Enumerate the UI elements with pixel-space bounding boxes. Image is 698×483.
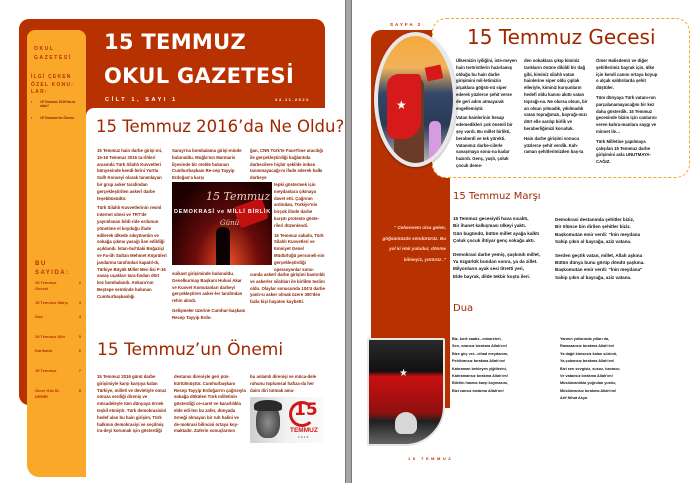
prayer-photo (367, 338, 445, 446)
poem-left-column: 15 Temmuz gecesiydi hava sıcaktı, Bir ihanet kalkışması ülkeyi yaktı. Gün bugündü, bütün millet ayağa kalktı Çoluk çocuk ihtiyar genç sokağa aktı. Demokrasi darbe yemiş, şaşkındı millet, Ya özgürlük bundan sonra, ya da zillet. Milyonların ayak sesi titretti yeri, Elde bayrak, dilde tekbir koştu ileri. (453, 216, 541, 279)
newspaper-page-2 (352, 0, 698, 483)
article-column-1: 15 Temmuz hain darbe girişi-mi, 15-16 Temmuz 2016 ta-rihleri arasında Türk Silahlı Kuvvetleri bünyesinde kendi-lerini Yurtta Sulh Konseyi olarak tanımlayan bir grup asker tarafından gerçekleştirilen askerî darbe teşebbüsüdür. Türk Silahlı Kuvvetlerinin resmî internet sitesi ve TRT'de yayımlanan bildi-ride ordunun yönetime el koyduğu ifade edilerek ülkede sıkıyönetim ve sokağa çıkma yasağı ilan edildiği açıklandı. İstan-bul'daki Boğaziçi ve Fa-tih Sultan Mehmet Köprüleri jandarma tarafından kapatıl-dı, Türkiye Büyük Millet Mec-lisi F-16 savaş uçakları tara-fından dört kez bombalandı. Ankara'nın Beştepe semtinde bulunan Cumhurbaşkanlığı (97, 148, 167, 299)
newspaper-page-1 (0, 0, 345, 483)
issue-date: 24.11.2022 (275, 97, 310, 102)
article-column-3: Ömer Halisdemir ve diğer şehitlerimiz bayrak için, ülke için kendi canını ortaya koyup o alçak saldırılarda şehit düştüler. Tüm dünyaya Türk vatanı-nın parçalanamayacağını bir kez daha gösterdik. 15 Temmuz gecesinde bizim için canlarını veren kahra-manlara saygı ve minnet ile… Türk Milletine yapılmaya çalışılan 15 Temmuz darbe girişimini asla UNUTMAYA-CAĞIZ. (596, 58, 658, 165)
page-footer: 15 TEMMUZ (408, 456, 454, 461)
person-silhouette (216, 227, 230, 265)
toc-item[interactable]: Dua 4 (35, 314, 81, 319)
martyr-photo: 15 TEMMUZ 2016 (250, 397, 324, 443)
toc-item[interactable]: 15 Temmuz Marşı 3 (35, 300, 81, 305)
toc-item[interactable]: 15 Temmuz Gecesi 2 (35, 280, 81, 291)
star-icon: ★ (399, 368, 408, 379)
featured-item[interactable]: • 15 Temmuz 2016'da ne oldu? (31, 100, 83, 109)
newspaper-subtitle: OKUL GAZETESİ (104, 64, 295, 88)
demokrasi-photo: 15 Temmuz DEMOKRASİ ve MİLLİ BİRLİK Günü (172, 182, 272, 265)
article-column-3-wrap: tepki göstermek için meydanlara çıkmaya davet etti. Çağrının ardından, Türkiye'nin birçok ilinde darbe karşıtı protesto göste-rileri düzenlendi. 16 Temmuz sabahı, Türk Silahlı Kuvvetleri ve Emniyet Genel Müdürlüğü personeli-nin gerçekleştirdiği operasyonlar sonu- (274, 182, 325, 272)
article-column-1: 15 Temmuz 2016 günü darbe girişimiyle karşı karşıya kalan Türkiye, milleti ve devletiyle omuz omuza verdiği direniş ve mücadeleyle tüm dünyaya örnek teşkil etmiştir. Türk demokrasisini hedef alan bu hain girişim, Türk halkının demokrasiyi ve seçilmiş ira-deyi korumak için gösterdiği (97, 374, 167, 434)
featured-item[interactable]: • 15 Temmuz'un Önemi (31, 116, 83, 120)
article-column-3-bottom: cunda askerî darbe girişimi bastırıldı ve askerler silahları ile birlikte teslim oldu. Olaylar sonucunda 104'ü darbe yanlı-sı asker olmak üzere 300'den fazla kişi hayatını kaybetti. (250, 272, 326, 305)
article-title: 15 Temmuz’un Önemi (97, 340, 284, 360)
article-title: 15 Temmuz 2016’da Ne Oldu? (96, 117, 345, 136)
article-column-1: Ülkemizin iyiliğini, iste-meyen hain teröristlerin hazırlamış olduğu bu hain darbe girişimini mil-letimizin alçaklara göğsü-nü siper ederek yüzlerce şehit verse de geri adım atmayarak engellemiştir. Vatan hainlerinin hesap edemedikleri çok önemli bir şey vardı. Bu millet birlikti, beraberdi ve tek yürekti. Vatanımız darbe-cilerle savaşmaya sonu-na kadar hazırdı. Genç, yaşlı, çoluk çocuk deme- (456, 58, 517, 168)
article-column-3: bu anlamlı direnişi ve müca-dele ruhunu toplumsal hafıza-da her daim diri tutmak ama- (250, 374, 317, 393)
newspaper-title: 15 TEMMUZ (104, 30, 246, 54)
toc-item[interactable]: 15 Temmuz Şiiri 5 (35, 334, 81, 339)
sidebar (27, 30, 86, 477)
family-flag-photo (374, 32, 457, 167)
toc-item[interactable]: Karikatür 6 (35, 348, 81, 353)
poem-author: Arif Nihat Asya (560, 396, 588, 401)
article-column-3: ğan, CNN Türk'te FaceTime aracılığı ile gerçekleştirdiği bağlantıda darbecilere hiçbir şekilde imkan tanınmayacağı-nı ifade ederek halkı darbeye (250, 148, 324, 181)
featured-heading: İLGİ ÇEKEN ÖZEL KONU-LAR: (31, 74, 75, 95)
prayer-right-column: Yarının yollarında yılları da, Ramazansız bırakma Allah'ım! Ya dağıt kimsesiz kalan sürünü, Ya çobansız bırakma Allah'ım! Bizi sen sevgisiz, susuz, havasız; Ve vatansız bırakma Allah'ım! Müslümanlıkla yoğrulan yurdu, Müslümansız bırakma Allah'ım! Arif Nihat Asya (560, 336, 660, 403)
toc-item[interactable]: 15 Temmuz 7 (35, 368, 81, 373)
featured-list (31, 100, 83, 127)
section-title: Dua (453, 303, 474, 314)
flag-icon (425, 64, 444, 81)
prayer-left-column: Biz, kırık saatiz...minareleri, Sen, ezansız bırakma Allah'ım! Bize güç ver...cihad meydanını, Pehlivansız bırakma Allah'ım! Kahraman bekleyen yiğitlerini, Kahramansız bırakma Allah'ım! Bilelim hasma karşı koymasını, Bizi cansız bırakma Allah'ım! (452, 337, 509, 393)
section-title: 15 Temmuz Marşı (453, 191, 541, 202)
article-column-2: Sarayı'na bombalama girişi-minde bulunuldu. Muğla'nın Marmaris ilçesinde bir otelde bulunan Cumhurbaşkanı Re-cep Tayyip Erdoğan'a karşı (172, 148, 242, 181)
contents-heading: BU SAYIDA: (35, 261, 70, 276)
sidebar-title: OKUL GAZETESİ (34, 46, 72, 61)
section-title: 15 Temmuz Gecesi (467, 25, 656, 49)
pull-quote: " Cehennem olsa gelen, göğsümüzde söndürürüz. Bu yol ki Hak yoludur, dönme bilmeyiz, yürürüz ." (382, 225, 446, 262)
article-column-2-bottom: suikast girişiminde bulunuldu. Genelkurmay Başkanı Hulusi Akar ve Kuvvet Komutanları darbeyi gerçekleştiren asker-ler tarafından rehin alındı. Gelişmeler üzerine Cumhur-başkanı Recep Tayyip Erdo- (172, 271, 246, 320)
table-of-contents (35, 280, 83, 408)
poem-right-column: Demokrasi destanında şehitler biziz, Bir ölünce bin dirilen şehitler biziz. Başkomutan emir verdi: "İnin meydana Sahip çıkın al bayrağa, aziz vatana. Serden geçtik vatan, millet, Allah aşkına Bütün dünya bunu görüp döndü şaşkına. Başkomutan emir verdi: "İnin meydana" Sahip çıkın al bayrağa, aziz vatana. (555, 217, 645, 280)
toc-item[interactable]: Ömer HALİS-DEMİR 8 (35, 388, 81, 399)
volume-label: CİLT 1, SAYI 1 (105, 97, 178, 103)
article-column-2: destansı direnişle geri püs-kürtülmüştür. Cumhurbaşkanı Recep Tayyip Erdoğan'ın çağrısıyla sokağa dökülen Türk milletinin gösterdiği ce-saret ve kararlılıkla elde edi-len bu zafer, dünyada örneği olmayan bir ruh halini ve de-mokrasi bilincini ortaya koy-maktadır. Zaferin sonuçlarının (174, 374, 246, 434)
article-column-2: den sokaklara çıkıp kiminiz tankların önüne dikildi bir dağ gibi, kiminiz silahlı vatan hainlerine siper oldu çıplak elleriyle, kiminiz kurşunların hedefi oldu kanını akıttı vatan toprağı-na. Ne olursa olsun, bir an olsun yılmadık, yıkılmadık vatan toprağımızı, bayrağı-mızı dört elle sarılıp birlik ve beraberliğimizi koruduk. Hain darbe girişimi sonucu yüzlerce şehit verdik. Kah-raman şehitlerimizden baş-ta (524, 58, 588, 155)
page-number-label: SAYFA 2 (390, 22, 423, 27)
star-icon: ★ (396, 98, 407, 112)
page-separator (345, 0, 352, 483)
